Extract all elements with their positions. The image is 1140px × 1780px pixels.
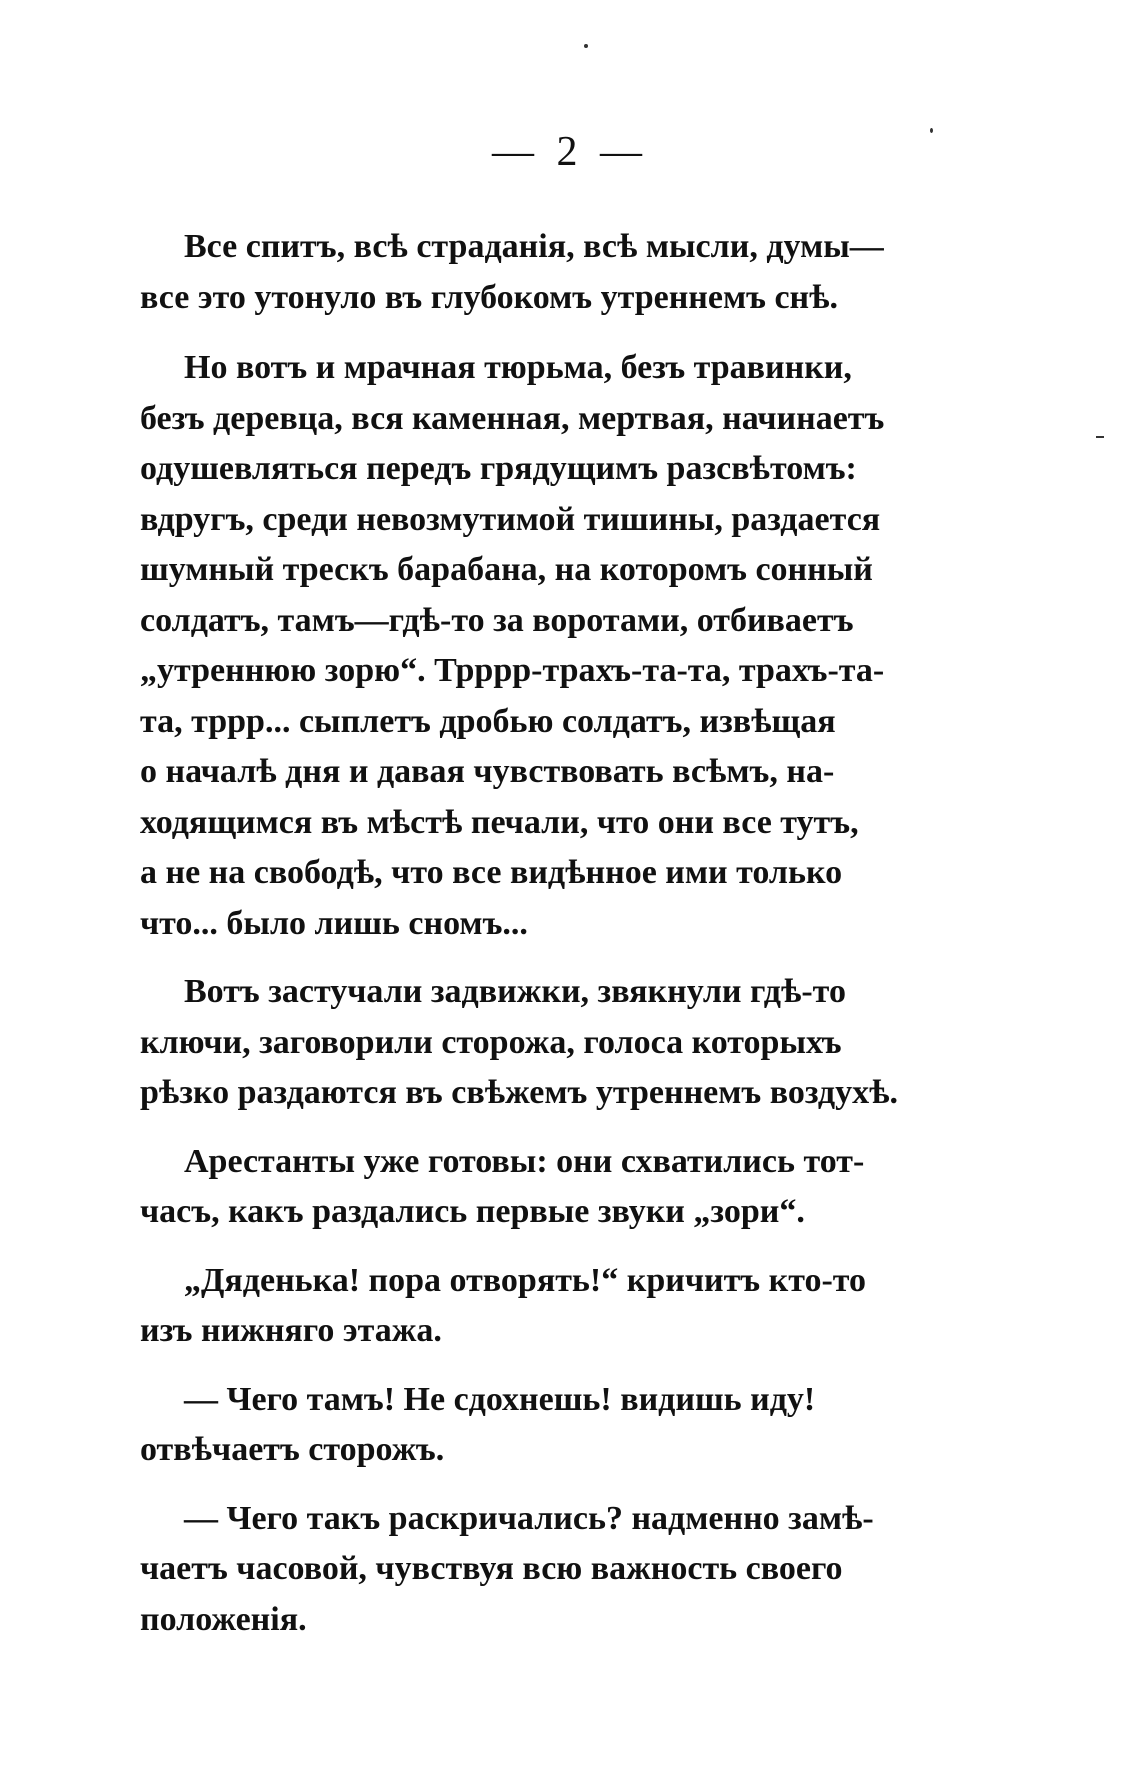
paragraph: — Чего такъ раскричались? надменно замѣ- чаетъ часовой, чувствуя всю важность своего положенія. — [140, 1499, 874, 1638]
paragraph: Вотъ застучали задвижки, звякнули гдѣ-то ключи, заговорили сторожа, голоса которыхъ рѣзко раздаются въ свѣжемъ утреннемъ воздухѣ. — [140, 973, 899, 1111]
paragraph: Арестанты уже готовы: они схватились тот- часъ, какъ раздались первые звуки „зори“. — [140, 1142, 865, 1230]
scan-speck — [930, 128, 933, 133]
paragraph: Все спитъ, всѣ страданія, всѣ мысли, думы— все это утонуло въ глубокомъ утреннемъ снѣ. — [140, 228, 884, 316]
page-number: — 2 — — [492, 129, 648, 175]
paragraph: „Дяденька! пора отворять!“ кричитъ кто-то изъ нижняго этажа. — [140, 1261, 867, 1349]
body-text — [140, 222, 1012, 1663]
scan-speck — [584, 44, 588, 48]
paragraph: Но вотъ и мрачная тюрьма, безъ травинки, безъ деревца, вся каменная, мертвая, начинаетъ одушевляться передъ грядущимъ разсвѣтомъ: вдругъ, среди невозмутимой тишины, раздается шумный трескъ барабана, на которомъ сонный солдатъ, тамъ—гдѣ-то за воротами, отбиваетъ „утреннюю зорю“. Трррр-трахъ-та-та, трахъ-та- та, тррр... сыплетъ дробью солдатъ, извѣщая о началѣ дня и давая чувствовать всѣмъ, на- ходящимся въ мѣстѣ печали, что они все тутъ, а не на свободѣ, что все видѣнное ими только что... было лишь сномъ... — [140, 349, 885, 942]
scan-speck — [1096, 436, 1104, 438]
paragraph: — Чего тамъ! Не сдохнешь! видишь иду! отвѣчаетъ сторожъ. — [140, 1380, 816, 1468]
